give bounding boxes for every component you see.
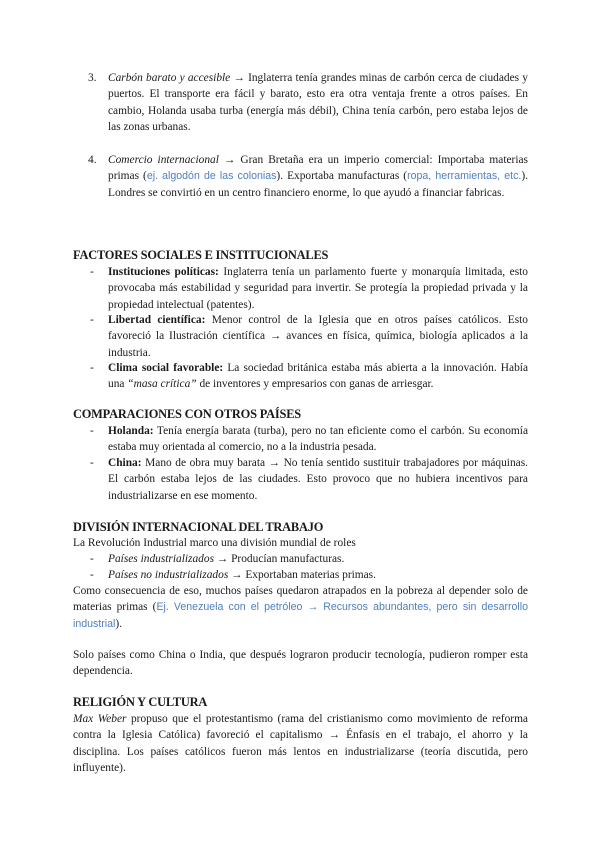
item-title: Carbón barato y accesible (108, 72, 231, 84)
item-title: Comercio internacional (108, 154, 219, 166)
bullet-text: Mano de obra muy barata → No tenía sentido sustituir trabajadores por máquinas. El carbón estaba lejos de las ciudades. Esto provoco que no hubiera incentivos para industrializarse en ese momento. (108, 457, 528, 502)
item-number: 3. (88, 72, 97, 84)
bullet-dash: - (90, 425, 94, 437)
bullet-text: Inglaterra tenía un parlamento fuerte y monarquía limitada, esto provocaba más estabilidad y seguridad para invertir. Se protegía la propiedad privada y la propiedad intelectual (patentes). (108, 266, 528, 311)
bullet-holland (90, 423, 528, 456)
bullet-political (90, 264, 528, 313)
arrow: → (218, 154, 241, 166)
bullet-dash: - (90, 457, 94, 469)
bullet-text: de inventores y empresarios con ganas de arriesgar. (196, 378, 434, 391)
bullet-dash: - (90, 266, 94, 278)
division-paragraph-2: Solo países como China o India, que después lograron producir tecnología, pudieron romper esta dependencia. (73, 649, 528, 678)
example-note: ropa, herramientas, etc. (407, 170, 522, 183)
bullet-label: Holanda: (108, 425, 154, 437)
bullet-label: Países no industrializados (108, 569, 229, 581)
bullet-social-climate (90, 360, 528, 393)
quote-text: “masa crítica” (127, 378, 197, 391)
bullet-text: La sociedad británica estaba más abierta a la innovación. Había una (108, 362, 528, 391)
arrow: → (230, 72, 249, 84)
section-heading-division: DIVISIÓN INTERNACIONAL DEL TRABAJO (73, 520, 324, 534)
bullet-label: Clima social favorable: (108, 362, 224, 374)
example-note: ej. algodón de las colonias (146, 170, 277, 183)
bullet-dash: - (90, 569, 94, 581)
list-item-coal (88, 70, 528, 135)
bullet-label: Instituciones políticas: (108, 266, 219, 278)
bullet-dash: - (90, 553, 94, 565)
bullet-label: China: (108, 457, 142, 469)
bullet-science (90, 312, 528, 361)
paragraph-text: ). (115, 617, 123, 630)
item-text: Gran Bretaña era un imperio comercial: Importaba materias primas ( (108, 154, 528, 183)
bullet-dash: - (90, 362, 94, 374)
section-heading-religion: RELIGIÓN Y CULTURA (73, 695, 208, 709)
paragraph-text: Como consecuencia de eso, muchos países quedaron atrapados en la pobreza al depender solo de materias primas ( (73, 585, 528, 614)
bullet-label: Libertad científica: (108, 314, 206, 326)
item-text: ). Londres se convirtió en un centro financiero enorme, lo que ayudó a financiar fabricas. (108, 170, 528, 199)
bullet-non-industrialized (90, 567, 528, 583)
division-paragraph-1 (73, 583, 528, 632)
author-name: Max Weber (73, 713, 127, 725)
bullet-text: → Exportaban materias primas. (228, 569, 376, 581)
bullet-china (90, 455, 528, 504)
division-intro: La Revolución Industrial marco una división mundial de roles (73, 537, 356, 549)
item-text: ). Exportaba manufacturas ( (276, 170, 408, 183)
list-item-commerce (88, 152, 528, 201)
example-note: Ej. Venezuela con el petróleo → Recursos abundantes, pero sin desarrollo industrial (73, 601, 529, 630)
bullet-text: Tenía energía barata (turba), pero no tan eficiente como el carbón. Su economía estaba muy orientada al comercio, no a la industria pesada. (108, 425, 528, 454)
religion-paragraph (73, 711, 528, 776)
item-text: Inglaterra tenía grandes minas de carbón cerca de ciudades y puertos. El transporte era fácil y barato, esto era otra ventaja frente a otros países. En cambio, Holanda usaba turba (energía más débil), China tenía carbón, pero estaba lejos de las zonas urbanas. (108, 72, 529, 133)
bullet-label: Países industrializados (108, 553, 215, 565)
item-number: 4. (88, 154, 97, 166)
section-heading-comparisons: COMPARACIONES CON OTROS PAÍSES (73, 407, 301, 421)
paragraph-text: propuso que el protestantismo (rama del cristianismo como movimiento de reforma contra la Iglesia Católica) favoreció el capitalismo → Énfasis en el trabajo, el ahorro y la disciplina. Los países católicos fueron más lentos en industrializarse (teoría discutida, pero influyente). (73, 713, 528, 774)
bullet-text: → Producían manufacturas. (214, 553, 345, 565)
bullet-industrialized (90, 551, 528, 567)
bullet-dash: - (90, 314, 94, 326)
bullet-text: Menor control de la Iglesia que en otros países católicos. Esto favoreció la Ilustración científica → avances en física, química, biología aplicados a la industria. (108, 314, 528, 359)
section-heading-social: FACTORES SOCIALES E INSTITUCIONALES (73, 248, 329, 262)
